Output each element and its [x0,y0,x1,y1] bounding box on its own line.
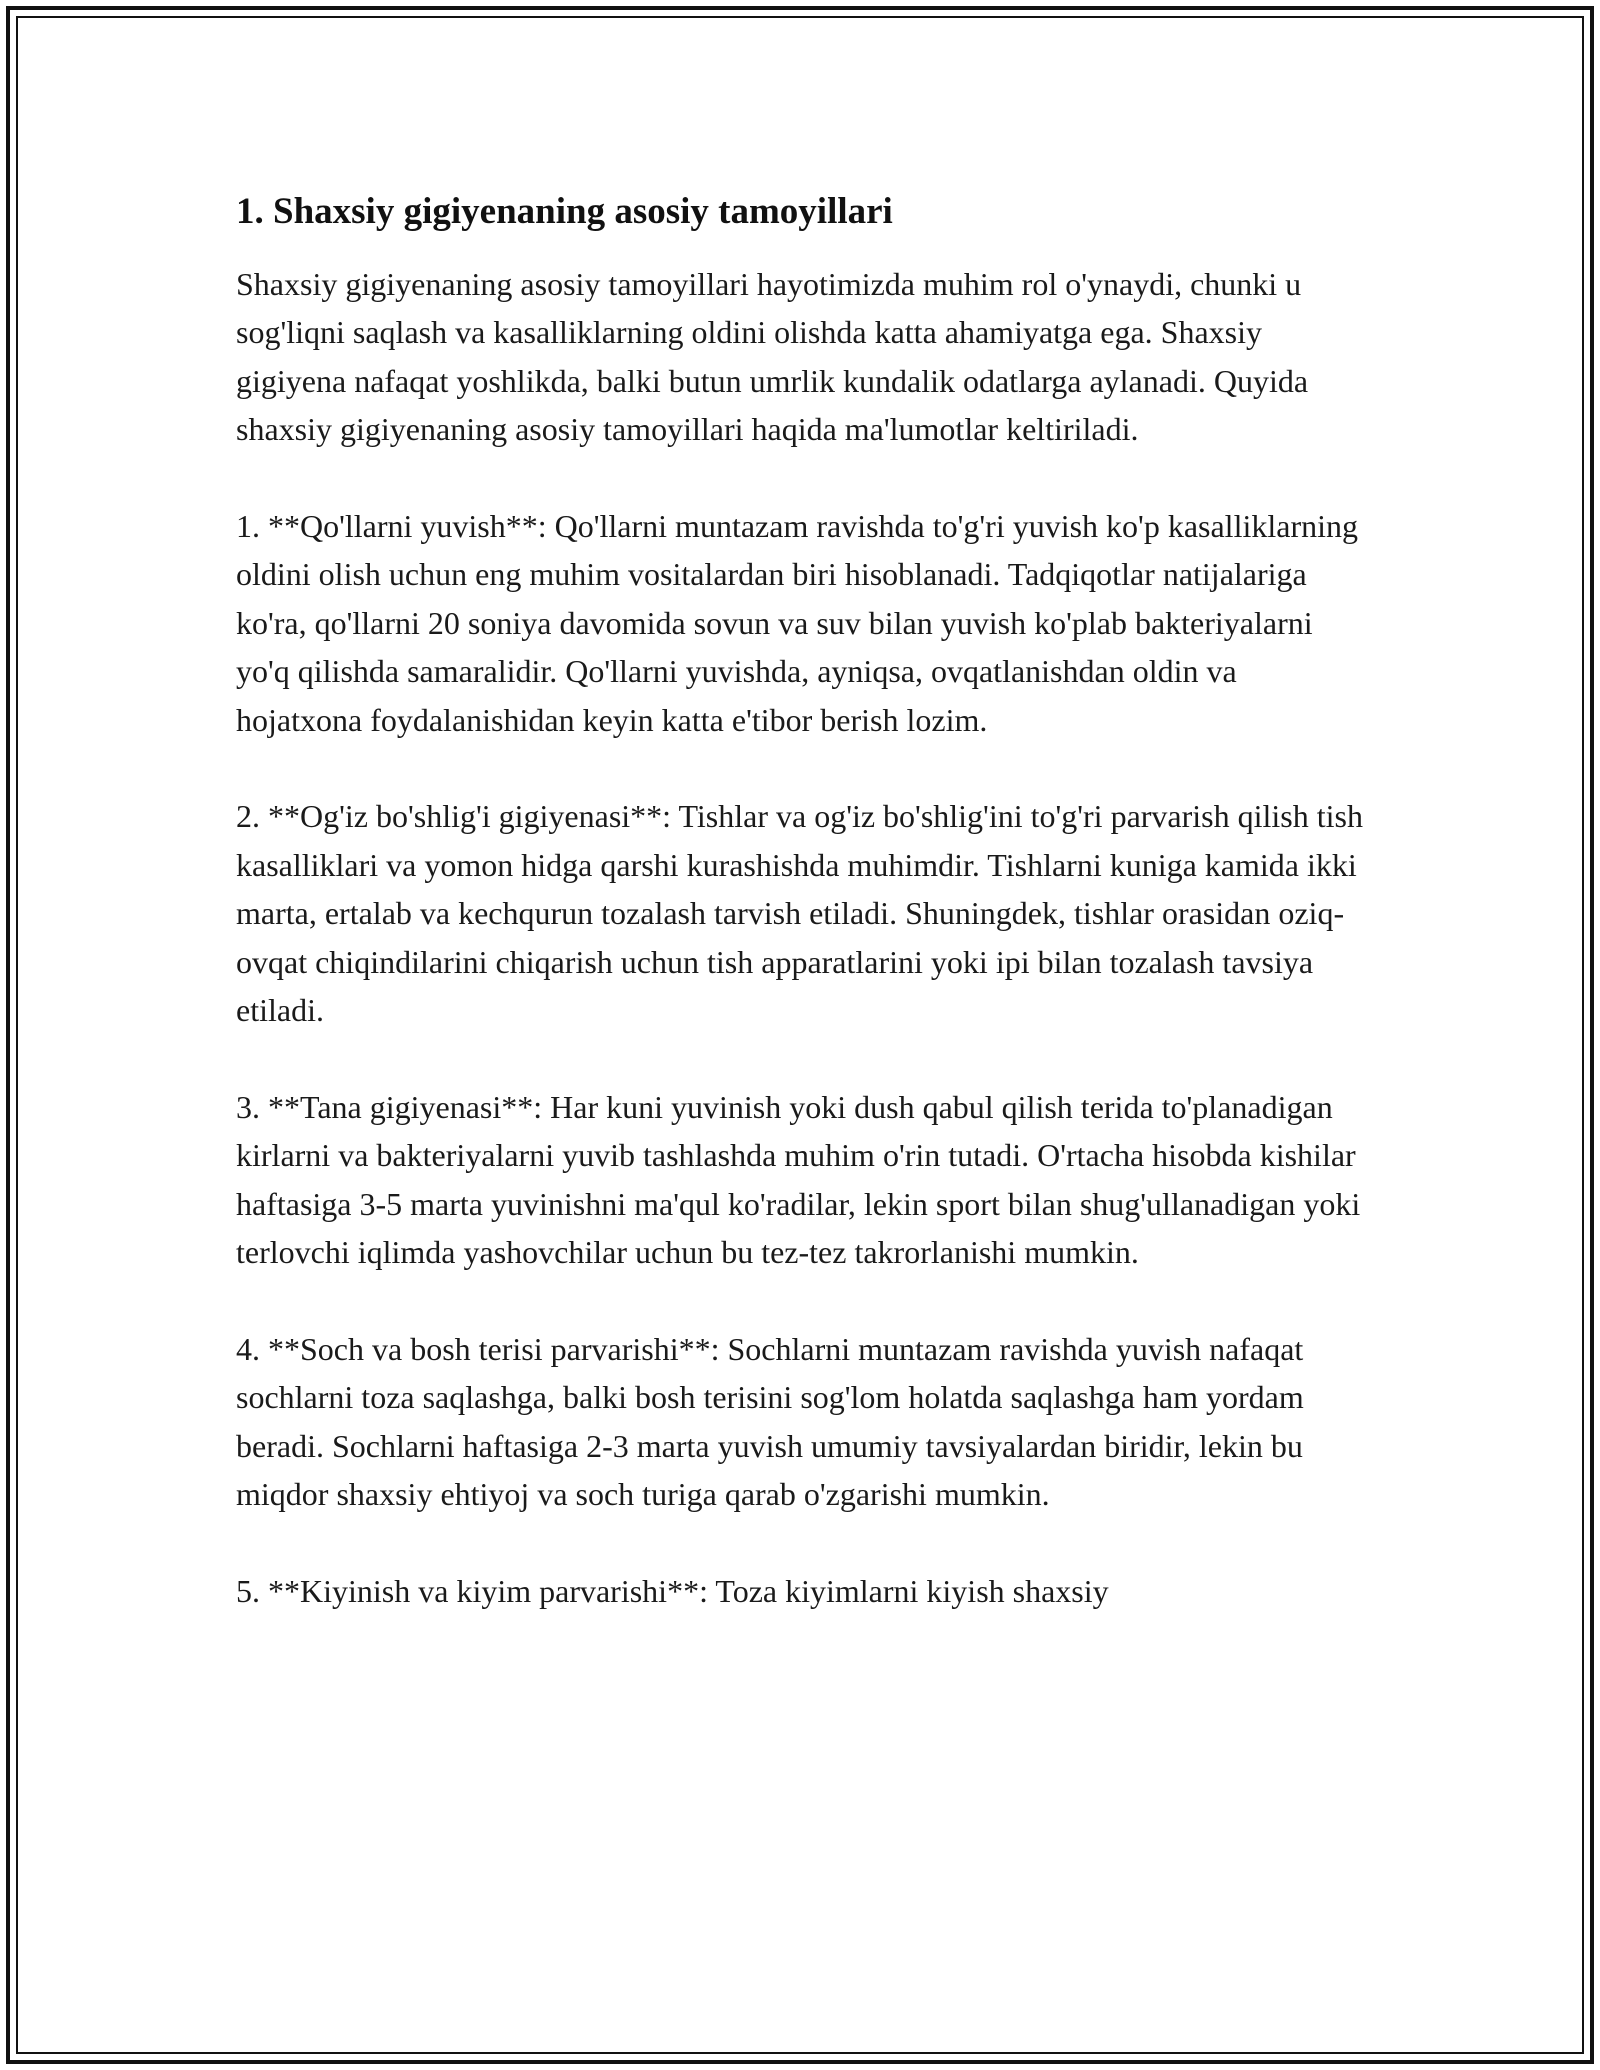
document-body [236,180,1366,1615]
paragraph-body-hygiene: 3. **Tana gigiyenasi**: Har kuni yuvinish yoki dush qabul qilish terida to'planadigan kirlarni va bakteriyalarni yuvib tashlashda muhim o'rin tutadi. O'rtacha hisobda kishilar haftasiga 3-5 marta yuvinishni ma'qul ko'radilar, lekin sport bilan shug'ullanadigan yoki terlovchi iqlimda yashovchilar uchun bu tez-tez takrorlanishi mumkin. [236,1088,1361,1271]
paragraph-hand-washing: 1. **Qo'llarni yuvish**: Qo'llarni muntazam ravishda to'g'ri yuvish ko'p kasalliklarning oldini olish uchun eng muhim vositalardan biri hisoblanadi. Tadqiqotlar natijalariga ko'ra, qo'llarni 20 soniya davomida sovun va suv bilan yuvish ko'plab bakteriyalarni yo'q qilishda samaralidir. Qo'llarni yuvishda, ayniqsa, ovqatlanishdan oldin va hojatxona foydalanishidan keyin katta e'tibor berish lozim. [236,508,1358,738]
section-heading: 1. Shaxsiy gigiyenaning asosiy tamoyillari [236,191,893,232]
paragraph-hair-care: 4. **Soch va bosh terisi parvarishi**: Sochlarni muntazam ravishda yuvish nafaqat sochlarni toza saqlashga, balki bosh terisini sog'lom holatda saqlashga ham yordam beradi. Sochlarni haftasiga 2-3 marta yuvish umumiy tavsiyalardan biridir, lekin bu miqdor shaxsiy ehtiyoj va soch turiga qarab o'zgarishi mumkin. [236,1330,1304,1513]
paragraph-oral-hygiene: 2. **Og'iz bo'shlig'i gigiyenasi**: Tishlar va og'iz bo'shlig'ini to'g'ri parvarish qilish tish kasalliklari va yomon hidga qarshi kurashishda muhimdir. Tishlarni kuniga kamida ikki marta, ertalab va kechqurun tozalash tarvish etiladi. Shuningdek, tishlar orasidan oziq-ovqat chiqindilarini chiqarish uchun tish apparatlarini yoki ipi bilan tozalash tavsiya etiladi. [236,798,1363,1029]
intro-paragraph: Shaxsiy gigiyenaning asosiy tamoyillari hayotimizda muhim rol o'ynaydi, chunki u sog'liqni saqlash va kasalliklarning oldini olishda katta ahamiyatga ega. Shaxsiy gigiyena nafaqat yoshlikda, balki butun umrlik kundalik odatlarga aylanadi. Quyida shaxsiy gigiyenaning asosiy tamoyillari haqida ma'lumotlar keltiriladi. [236,266,1309,448]
paragraph-clothing-care: 5. **Kiyinish va kiyim parvarishi**: Toza kiyimlarni kiyish shaxsiy [236,1572,1109,1609]
